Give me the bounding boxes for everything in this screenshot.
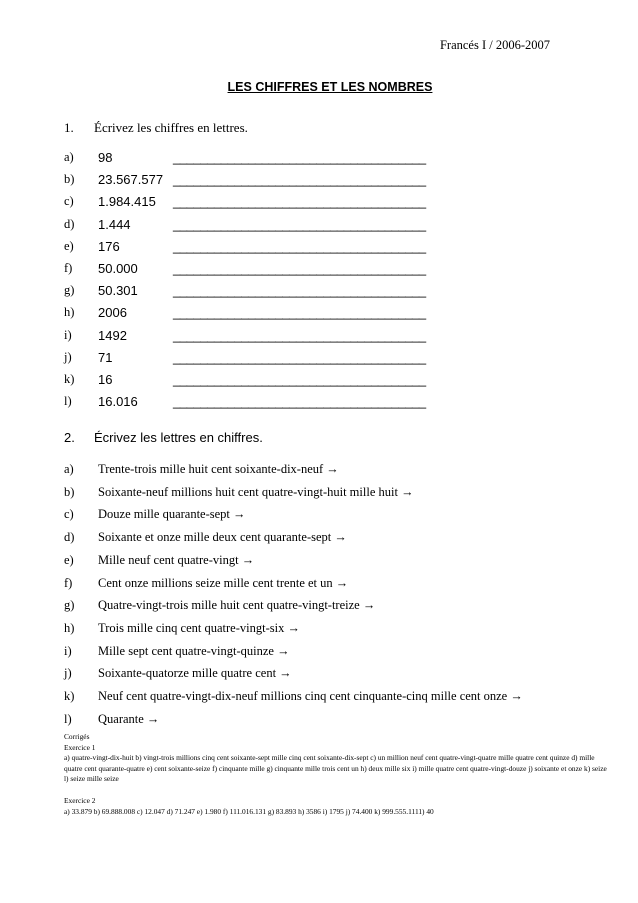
answer-blank-line: _____________________________________ xyxy=(173,372,426,387)
item-number: 23.567.577 xyxy=(98,172,164,188)
item-number: 50.000 xyxy=(98,261,138,276)
exercise1-heading xyxy=(64,120,248,136)
item-letter: f) xyxy=(64,261,73,275)
answer-key-exercise1-text: a) quatre-vingt-dix-huit b) vingt-trois millions cinq cent soixante-sept mille cinq cent soixante-dix-sept c) un million neuf cent quatre-vingt-quatre mille quatre cent quinze d) mille quatre cent quarante-quatre e) cent soixante-seize f) cinquante mille g) cinquante mille trois cent un h) deux mille six i) mille quatre cent quatre-vingt-douze j) soixante et onze k) seize l) seize mille seize xyxy=(64,753,607,784)
item-phrase: Soixante-quatorze mille quatre cent → xyxy=(98,666,292,681)
item-letter: e) xyxy=(64,552,74,567)
item-letter: h) xyxy=(64,305,75,320)
item-phrase: Douze mille quarante-sept → xyxy=(98,507,246,522)
item-phrase: Mille neuf cent quatre-vingt → xyxy=(98,552,255,567)
answer-blank-line: _____________________________________ xyxy=(173,150,426,165)
item-phrase: Soixante et onze mille deux cent quarante-sept → xyxy=(98,530,347,545)
item-number: 2006 xyxy=(98,305,127,321)
answer-key-exercise1-label: Exercice 1 xyxy=(64,742,96,752)
exercise1-instruction: Écrivez les chiffres en lettres. xyxy=(94,120,248,135)
exercise1-number: 1. xyxy=(64,120,74,135)
page-title xyxy=(0,78,638,96)
item-phrase: Soixante-neuf millions huit cent quatre-vingt-huit mille huit → xyxy=(98,484,414,499)
answer-blank-line: _____________________________________ xyxy=(173,172,426,188)
item-phrase: Trois mille cinq cent quatre-vingt-six → xyxy=(98,620,300,635)
item-number: 1.984.415 xyxy=(98,194,156,210)
answer-key xyxy=(64,732,609,817)
item-number: 71 xyxy=(98,349,113,365)
item-letter: i) xyxy=(64,643,72,658)
item-letter: a) xyxy=(64,150,74,164)
answer-blank-line: _____________________________________ xyxy=(173,216,426,232)
answer-blank-line: _____________________________________ xyxy=(173,349,426,365)
item-letter: e) xyxy=(64,238,74,253)
answer-blank-line: _____________________________________ xyxy=(173,238,426,254)
item-letter: l) xyxy=(64,394,72,409)
answer-blank-line: _____________________________________ xyxy=(173,327,426,343)
item-letter: i) xyxy=(64,327,72,342)
item-letter: f) xyxy=(64,575,73,590)
item-number: 98 xyxy=(98,150,113,165)
item-phrase: Neuf cent quatre-vingt-dix-neuf millions cinq cent cinquante-cinq mille cent onze → xyxy=(98,689,523,703)
answer-key-exercise2-text: a) 33.879 b) 69.888.008 c) 12.047 d) 71.247 e) 1.980 f) 111.016.131 g) 83.893 h) 3586 i) 1795 j) 74.400 k) 999.555.1111) 40 xyxy=(64,806,434,816)
item-letter: a) xyxy=(64,462,74,476)
answer-blank-line: _____________________________________ xyxy=(173,394,426,410)
exercise2-number: 2. xyxy=(64,430,75,445)
item-letter: c) xyxy=(64,194,74,209)
item-letter: l) xyxy=(64,711,72,726)
item-number: 176 xyxy=(98,238,120,254)
item-phrase: Mille sept cent quatre-vingt-quinze → xyxy=(98,643,290,658)
item-letter: j) xyxy=(64,349,72,364)
answer-blank-line: _____________________________________ xyxy=(173,194,426,210)
answer-blank-line: _____________________________________ xyxy=(173,283,426,299)
item-letter: c) xyxy=(64,507,74,522)
item-number: 1.444 xyxy=(98,216,131,232)
answer-blank-line: _____________________________________ xyxy=(173,261,426,276)
item-letter: b) xyxy=(64,172,75,187)
item-letter: g) xyxy=(64,283,75,298)
answer-key-label: Corrigés xyxy=(64,732,90,741)
item-phrase: Quatre-vingt-trois mille huit cent quatre-vingt-treize → xyxy=(98,598,376,613)
item-number: 16 xyxy=(98,372,113,387)
item-letter: g) xyxy=(64,598,75,613)
page-title-text: LES CHIFFRES ET LES NOMBRES xyxy=(227,80,433,94)
item-number: 16.016 xyxy=(98,394,138,410)
item-letter: k) xyxy=(64,689,75,703)
item-phrase: Cent onze millions seize mille cent trente et un → xyxy=(98,575,349,590)
answer-key-exercise2-label: Exercice 2 xyxy=(64,795,96,805)
item-phrase: Quarante → xyxy=(98,711,160,726)
item-letter: j) xyxy=(64,666,72,681)
item-number: 50.301 xyxy=(98,283,138,299)
item-letter: d) xyxy=(64,216,75,231)
exercise2-instruction: Écrivez les lettres en chiffres. xyxy=(94,430,263,445)
item-number: 1492 xyxy=(98,327,127,343)
item-letter: b) xyxy=(64,484,75,499)
item-letter: d) xyxy=(64,530,75,545)
exercise2-heading xyxy=(64,430,263,445)
item-letter: h) xyxy=(64,620,75,635)
answer-blank-line: _____________________________________ xyxy=(173,305,426,321)
item-letter: k) xyxy=(64,372,75,386)
course-header: Francés I / 2006-2007 xyxy=(439,38,550,52)
item-phrase: Trente-trois mille huit cent soixante-dix-neuf → xyxy=(98,462,339,476)
